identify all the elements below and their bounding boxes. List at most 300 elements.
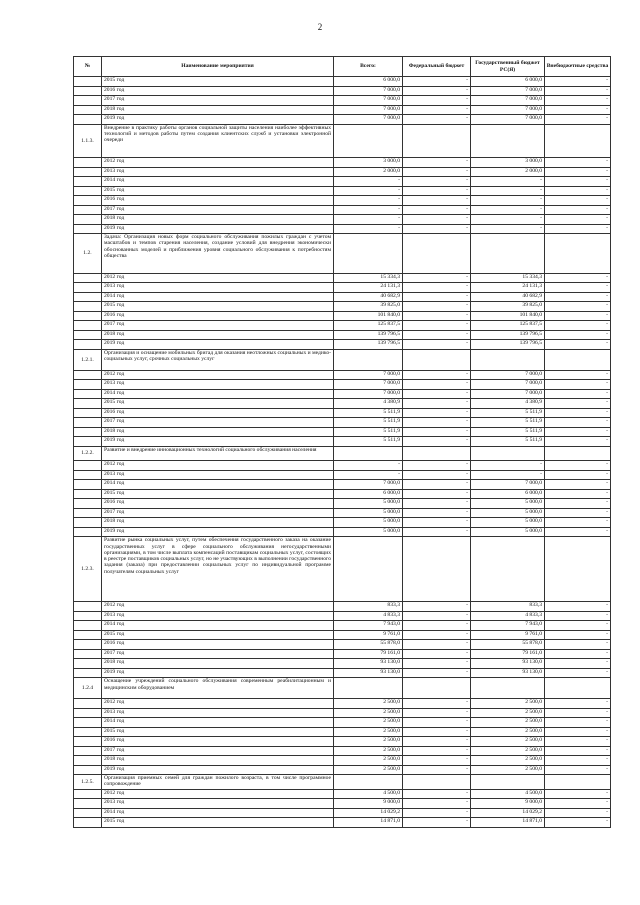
state-value: 4 380,9 [471,399,545,409]
extra-value: - [545,727,611,737]
state-value: 7 000,0 [471,115,545,125]
table-row [74,508,611,518]
year-label: 2017 год [102,508,334,518]
extra-value: - [545,399,611,409]
federal-value: - [403,205,471,215]
total-value: 6 000,0 [334,77,403,87]
total-value: 7 000,0 [334,380,403,390]
federal-value: - [403,224,471,234]
total-value: - [334,177,403,187]
extra-value: - [545,105,611,115]
total-value: 6 000,0 [334,489,403,499]
extra-value: - [545,621,611,631]
num-cell [74,177,102,187]
extra-value: - [545,718,611,728]
federal-value: - [403,311,471,321]
state-value: 4 500,0 [471,789,545,799]
state-value: - [471,177,545,187]
extra-value: - [545,708,611,718]
total-value: 24 131,3 [334,283,403,293]
table-row [74,765,611,775]
total-value: - [334,461,403,471]
num-cell [74,408,102,418]
federal-cell [403,678,471,699]
table-row [74,86,611,96]
federal-value: - [403,699,471,709]
year-label: 2019 год [102,340,334,350]
federal-value: - [403,380,471,390]
extra-value: - [545,340,611,350]
total-cell [334,124,403,158]
state-value: 5 000,0 [471,499,545,509]
table-row [74,196,611,206]
state-value: - [471,205,545,215]
num-cell [74,370,102,380]
year-label: 2014 год [102,177,334,187]
state-value: 139 796,5 [471,340,545,350]
state-value: 6 000,0 [471,77,545,87]
state-value: - [471,470,545,480]
table-row [74,518,611,528]
year-label: 2016 год [102,499,334,509]
num-cell [74,508,102,518]
total-value: - [334,205,403,215]
extra-value: - [545,737,611,747]
num-cell [74,649,102,659]
federal-value: - [403,799,471,809]
num-cell [74,105,102,115]
state-value: 2 500,0 [471,718,545,728]
year-label: 2019 год [102,437,334,447]
federal-value: - [403,649,471,659]
num-cell [74,727,102,737]
extra-value: - [545,756,611,766]
federal-value: - [403,611,471,621]
state-cell [471,349,545,370]
header-state: Государственный бюджет РС(Я) [471,57,545,77]
year-label: 2018 год [102,427,334,437]
total-value: 7 943,0 [334,621,403,631]
year-label: 2013 год [102,167,334,177]
state-value: 7 000,0 [471,480,545,490]
total-value: 55 878,0 [334,640,403,650]
federal-value: - [403,756,471,766]
table-row [74,292,611,302]
num-cell [74,77,102,87]
extra-value: - [545,196,611,206]
federal-value: - [403,86,471,96]
year-label: 2012 год [102,789,334,799]
federal-value: - [403,518,471,528]
state-value: 2 500,0 [471,708,545,718]
federal-value: - [403,115,471,125]
federal-value: - [403,659,471,669]
extra-value: - [545,224,611,234]
table-row [74,370,611,380]
table-row [74,737,611,747]
year-label: 2014 год [102,389,334,399]
table-row [74,789,611,799]
table-row [74,340,611,350]
num-cell [74,499,102,509]
measure-code: 1.2.4 [74,678,102,699]
num-cell [74,330,102,340]
federal-value: - [403,77,471,87]
num-cell [74,808,102,818]
measure-code: 1.2. [74,234,102,274]
state-value: 7 000,0 [471,105,545,115]
total-value: 93 130,0 [334,668,403,678]
num-cell [74,699,102,709]
federal-value: - [403,215,471,225]
state-value: 6 000,0 [471,489,545,499]
federal-value: - [403,427,471,437]
total-value: 4 380,9 [334,399,403,409]
total-value: - [334,186,403,196]
num-cell [74,765,102,775]
federal-value: - [403,489,471,499]
total-value: 101 840,0 [334,311,403,321]
table-row [74,302,611,312]
extra-value: - [545,470,611,480]
total-value: 4 833,3 [334,611,403,621]
header-name: Наименование мероприятия [102,57,334,77]
extra-value: - [545,115,611,125]
state-value: 7 000,0 [471,86,545,96]
federal-value: - [403,508,471,518]
budget-table [73,56,611,828]
year-label: 2017 год [102,649,334,659]
table-row [74,311,611,321]
num-cell [74,621,102,631]
state-value: 9 761,0 [471,630,545,640]
state-cell [471,124,545,158]
num-cell [74,399,102,409]
num-cell [74,321,102,331]
federal-value: - [403,630,471,640]
extra-value: - [545,668,611,678]
measure-description: Развитие рынка социальных услуг, путем обеспечения государственного заказа на оказание государственных услуг в сфере социального обслуживания негосударственными организациями, в том числе выплата компенсаций поставщикам социальных услуг, состоящих в реестре поставщиков социальных услуг, но не участвующих в выполнении государственного задания (заказа) при предоставлении социальных услуг по индивидуальной программе получателям социальных услуг [102,537,334,602]
extra-value: - [545,158,611,168]
total-cell [334,678,403,699]
year-label: 2013 год [102,380,334,390]
table-row [74,186,611,196]
year-label: 2012 год [102,370,334,380]
year-label: 2014 год [102,718,334,728]
num-cell [74,418,102,428]
measure-row [74,234,611,274]
total-value: - [334,470,403,480]
extra-value: - [545,273,611,283]
extra-value: - [545,480,611,490]
state-value: 5 511,9 [471,418,545,428]
federal-value: - [403,808,471,818]
state-value: 7 000,0 [471,370,545,380]
year-label: 2015 год [102,302,334,312]
state-value: 15 334,3 [471,273,545,283]
federal-value: - [403,196,471,206]
num-cell [74,602,102,612]
table-row [74,649,611,659]
federal-value: - [403,727,471,737]
extra-value: - [545,649,611,659]
extra-value: - [545,437,611,447]
measure-row [74,537,611,602]
federal-value: - [403,746,471,756]
federal-value: - [403,399,471,409]
num-cell [74,437,102,447]
num-cell [74,611,102,621]
year-label: 2014 год [102,621,334,631]
measure-row [74,678,611,699]
num-cell [74,427,102,437]
total-value: 5 511,9 [334,408,403,418]
total-value: 40 682,9 [334,292,403,302]
extra-value: - [545,77,611,87]
total-value: 7 000,0 [334,389,403,399]
measure-code: 1.2.1. [74,349,102,370]
year-label: 2017 год [102,205,334,215]
year-label: 2017 год [102,96,334,106]
year-label: 2019 год [102,115,334,125]
state-value: - [471,215,545,225]
table-row [74,621,611,631]
state-value: 2 500,0 [471,727,545,737]
state-value: 833,3 [471,602,545,612]
measure-description: Организация и оснащение мобильных бригад для оказания неотложных социальных и медико-социальных услуг, срочных социальных услуг [102,349,334,370]
extra-value: - [545,602,611,612]
extra-value: - [545,177,611,187]
table-row [74,640,611,650]
measure-description: Развитие и внедрение инновационных технологий социального обслуживания населения [102,446,334,461]
extra-value: - [545,527,611,537]
num-cell [74,205,102,215]
table-body [74,77,611,828]
extra-value: - [545,461,611,471]
federal-value: - [403,818,471,828]
year-label: 2013 год [102,611,334,621]
year-label: 2015 год [102,630,334,640]
year-label: 2013 год [102,283,334,293]
state-value: 5 511,9 [471,408,545,418]
year-label: 2015 год [102,727,334,737]
extra-value: - [545,746,611,756]
state-value: 39 825,0 [471,302,545,312]
measure-row [74,124,611,158]
state-value: 7 000,0 [471,389,545,399]
extra-value: - [545,765,611,775]
extra-value: - [545,380,611,390]
table-row [74,96,611,106]
extra-value: - [545,370,611,380]
total-value: 2 500,0 [334,727,403,737]
state-cell [471,537,545,602]
extra-value: - [545,302,611,312]
table-row [74,718,611,728]
state-value: 40 682,9 [471,292,545,302]
total-value: 3 000,0 [334,158,403,168]
year-label: 2018 год [102,659,334,669]
total-value: 5 000,0 [334,518,403,528]
table-row [74,746,611,756]
table-row [74,167,611,177]
total-value: 5 000,0 [334,508,403,518]
state-cell [471,446,545,461]
total-value: 2 500,0 [334,756,403,766]
year-label: 2017 год [102,321,334,331]
state-value: 7 000,0 [471,96,545,106]
year-label: 2014 год [102,808,334,818]
federal-cell [403,124,471,158]
table-row [74,489,611,499]
federal-value: - [403,461,471,471]
year-label: 2013 год [102,708,334,718]
measure-code: 1.2.3. [74,537,102,602]
federal-value: - [403,292,471,302]
table-row [74,115,611,125]
federal-value: - [403,408,471,418]
total-cell [334,446,403,461]
total-value: 2 500,0 [334,737,403,747]
num-cell [74,756,102,766]
table-row [74,418,611,428]
table-row [74,470,611,480]
state-value: 5 000,0 [471,518,545,528]
total-value: 2 500,0 [334,718,403,728]
state-value: 2 000,0 [471,167,545,177]
header-total: Всего: [334,57,403,77]
state-value: 7 943,0 [471,621,545,631]
measure-row [74,349,611,370]
state-value: 2 500,0 [471,756,545,766]
total-value: 5 000,0 [334,527,403,537]
state-value: 3 000,0 [471,158,545,168]
year-label: 2016 год [102,311,334,321]
table-row [74,808,611,818]
extra-cell [545,124,611,158]
total-cell [334,349,403,370]
year-label: 2016 год [102,196,334,206]
table-row [74,461,611,471]
total-value: 7 000,0 [334,105,403,115]
extra-value: - [545,389,611,399]
state-value: 125 837,5 [471,321,545,331]
extra-value: - [545,418,611,428]
total-value: 5 511,9 [334,437,403,447]
year-label: 2015 год [102,186,334,196]
total-value: 14 029,2 [334,808,403,818]
year-label: 2018 год [102,518,334,528]
total-value: 14 871,0 [334,818,403,828]
state-value: 2 500,0 [471,765,545,775]
year-label: 2019 год [102,668,334,678]
num-cell [74,302,102,312]
federal-value: - [403,480,471,490]
measure-row [74,446,611,461]
year-label: 2012 год [102,158,334,168]
extra-value: - [545,311,611,321]
federal-value: - [403,789,471,799]
federal-cell [403,349,471,370]
federal-value: - [403,105,471,115]
state-value: 5 000,0 [471,508,545,518]
federal-value: - [403,437,471,447]
year-label: 2012 год [102,602,334,612]
extra-value: - [545,489,611,499]
table-row [74,273,611,283]
extra-cell [545,537,611,602]
total-value: 2 500,0 [334,765,403,775]
table-row [74,818,611,828]
federal-value: - [403,186,471,196]
extra-value: - [545,818,611,828]
year-label: 2014 год [102,480,334,490]
state-value: 79 161,0 [471,649,545,659]
year-label: 2014 год [102,292,334,302]
num-cell [74,158,102,168]
federal-value: - [403,737,471,747]
federal-value: - [403,167,471,177]
extra-cell [545,678,611,699]
total-value: 93 130,0 [334,659,403,669]
year-label: 2016 год [102,86,334,96]
table-row [74,527,611,537]
year-label: 2016 год [102,640,334,650]
year-label: 2017 год [102,746,334,756]
measure-description: Оснащение учреждений социального обслуживания современным реабилитационным и медицинским оборудованием [102,678,334,699]
state-value: 2 500,0 [471,746,545,756]
federal-value: - [403,96,471,106]
state-value: 24 131,3 [471,283,545,293]
federal-value: - [403,302,471,312]
num-cell [74,461,102,471]
num-cell [74,630,102,640]
extra-value: - [545,499,611,509]
header-federal: Федеральный бюджет [403,57,471,77]
extra-value: - [545,427,611,437]
year-label: 2015 год [102,77,334,87]
federal-value: - [403,340,471,350]
num-cell [74,186,102,196]
state-cell [471,678,545,699]
year-label: 2018 год [102,330,334,340]
table-row [74,215,611,225]
year-label: 2019 год [102,224,334,234]
state-value: 55 878,0 [471,640,545,650]
total-value: 2 500,0 [334,699,403,709]
state-value: - [471,461,545,471]
num-cell [74,292,102,302]
extra-value: - [545,699,611,709]
total-cell [334,234,403,274]
year-label: 2019 год [102,527,334,537]
state-value: 93 130,0 [471,668,545,678]
measure-code: 1.2.5. [74,775,102,790]
table-row [74,427,611,437]
total-value: 139 796,5 [334,330,403,340]
table-row [74,330,611,340]
num-cell [74,708,102,718]
year-label: 2012 год [102,461,334,471]
federal-value: - [403,602,471,612]
measure-code: 1.2.2. [74,446,102,461]
total-cell [334,775,403,790]
year-label: 2012 год [102,699,334,709]
table-row [74,708,611,718]
measure-description: Организация приемных семей для граждан пожилого возраста, в том числе программное сопровождение [102,775,334,790]
state-value: 14 029,2 [471,808,545,818]
state-value: - [471,224,545,234]
